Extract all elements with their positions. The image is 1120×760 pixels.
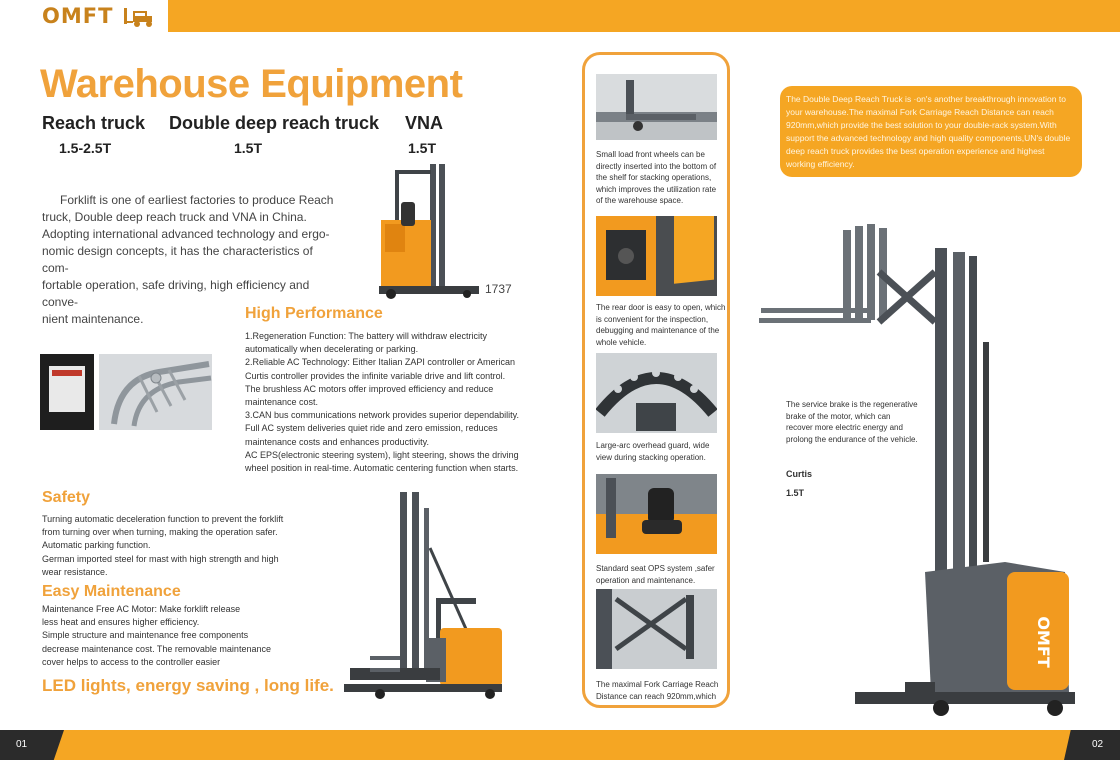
safety-line: Automatic parking function. [42, 540, 151, 551]
maintenance-heading: Easy Maintenance [42, 583, 181, 600]
logo [0, 0, 168, 32]
rear-door-photo [596, 216, 717, 296]
product-name-reach-truck: Reach truck [42, 113, 146, 133]
seat-photo [596, 474, 717, 554]
page-number-right: 02 [1092, 739, 1104, 750]
feature-line: 3.CAN bus communications network provides superior dependability. [245, 410, 519, 421]
logo-text: OMFT [42, 4, 114, 28]
maintenance-line: cover helps to access to the controller easier [42, 656, 221, 667]
intro-line: nient maintenance. [42, 312, 144, 326]
capacity-reach-truck: 1.5-2.5T [59, 140, 112, 156]
feature-line: wheel position in real-time. Automatic centering function when starts. [245, 463, 519, 474]
feature-line: automatically when decelerating or parking. [245, 344, 419, 355]
caption-front-wheels: Small load front wheels can be directly inserted into the bottom of the shelf for stacking operations, which improves the utilization rate of the warehouse space. [596, 150, 717, 205]
fork-reach-photo [596, 589, 717, 669]
product-name-vna: VNA [405, 113, 444, 133]
feature-line: AC EPS(electronic steering system), light steering, shows the driving [245, 449, 519, 460]
caption-overhead-guard: Large-arc overhead guard, wide view during stacking operation. [596, 441, 710, 462]
reach-truck-photo [375, 160, 485, 300]
overhead-guard-photo [99, 354, 212, 430]
feature-line: 2.Reliable AC Technology: Either Italian ZAPI controller or American [245, 357, 515, 368]
intro-line: nomic design concepts, it has the characteristics of com- [42, 244, 313, 275]
truck-brand-label: OMFT [1034, 616, 1053, 668]
model-code: 1737 [485, 282, 512, 296]
feature-line: maintenance cost. [245, 397, 319, 408]
feature-line: Full AC system deliveries quiet ride and zero emission, reduces [245, 423, 498, 434]
footer-left-tab [0, 730, 64, 760]
forklift-logo-icon [122, 6, 156, 28]
led-slogan: LED lights, energy saving , long life. [42, 676, 334, 695]
overhead-guard-detail-photo [596, 353, 717, 433]
feature-line: The brushless AC motors offer improved efficiency and reduce [245, 383, 494, 394]
intro-line: truck, Double deep reach truck and VNA in China. [42, 210, 307, 224]
capacity-spec: 1.5T [786, 488, 805, 498]
safety-heading: Safety [42, 489, 91, 506]
intro-line: fortable operation, safe driving, high efficiency and conve- [42, 278, 310, 309]
vna-truck-photo [340, 488, 510, 708]
feature-line: 1.Regeneration Function: The battery will withdraw electricity [245, 331, 487, 341]
safety-line: wear resistance. [42, 566, 108, 577]
maintenance-text [42, 603, 312, 669]
front-wheels-photo [596, 74, 717, 140]
maintenance-line: decrease maintenance cost. The removable maintenance [42, 643, 271, 654]
safety-line: German imported steel for mast with high strength and high [42, 553, 279, 564]
footer-bar [0, 730, 1120, 760]
controller-spec: Curtis [786, 469, 813, 479]
intro-line: Adopting international advanced technology and ergo- [42, 227, 330, 241]
safety-line: from turning over when turning, making the operation safer. [42, 527, 278, 538]
caption-fork-reach: The maximal Fork Carriage Reach Distance can reach 920mm,which [596, 680, 719, 701]
capacity-vna: 1.5T [408, 140, 437, 156]
page-title: Warehouse Equipment [40, 62, 463, 106]
maintenance-line: Simple structure and maintenance free components [42, 630, 249, 641]
caption-seat: Standard seat OPS system ,safer operation and maintenance. [596, 564, 715, 585]
brake-note: The service brake is the regenerative brake of the motor, which can recover more electric energy and prolong the endurance of the vehicle. [786, 400, 918, 444]
high-performance-heading: High Performance [245, 305, 383, 322]
safety-text [42, 513, 312, 579]
feature-line: Curtis controller provides the infinite variable drive and lift control. [245, 370, 506, 381]
maintenance-line: Maintenance Free AC Motor: Make forklift release [42, 604, 241, 614]
controller-photo [40, 354, 94, 430]
capacity-double-deep: 1.5T [234, 140, 263, 156]
product-name-double-deep: Double deep reach truck [169, 113, 380, 133]
product-callout: The Double Deep Reach Truck is ·on's another breakthrough innovation to your warehouse.The maximal Fork Carriage Reach Distance can reach 920mm,which provide the best solution to your double-rack system.With support the advanced technology and high quality components,UN's double deep reach truck provides the best operation experience and highest working efficiency. [780, 86, 1082, 177]
caption-rear-door: The rear door is easy to open, which is convenient for the inspection, debugging and maintenance of the whole vehicle. [596, 303, 726, 347]
maintenance-line: less heat and ensures higher efficiency. [42, 617, 200, 628]
feature-line: maintenance costs and enhances productivity. [245, 436, 429, 447]
intro-line: Forklift is one of earliest factories to produce Reach [60, 193, 334, 207]
safety-line: Turning automatic deceleration function to prevent the forklift [42, 514, 284, 524]
high-performance-list [245, 330, 545, 475]
header-bar [0, 0, 1120, 32]
page-number-left: 01 [16, 739, 28, 750]
